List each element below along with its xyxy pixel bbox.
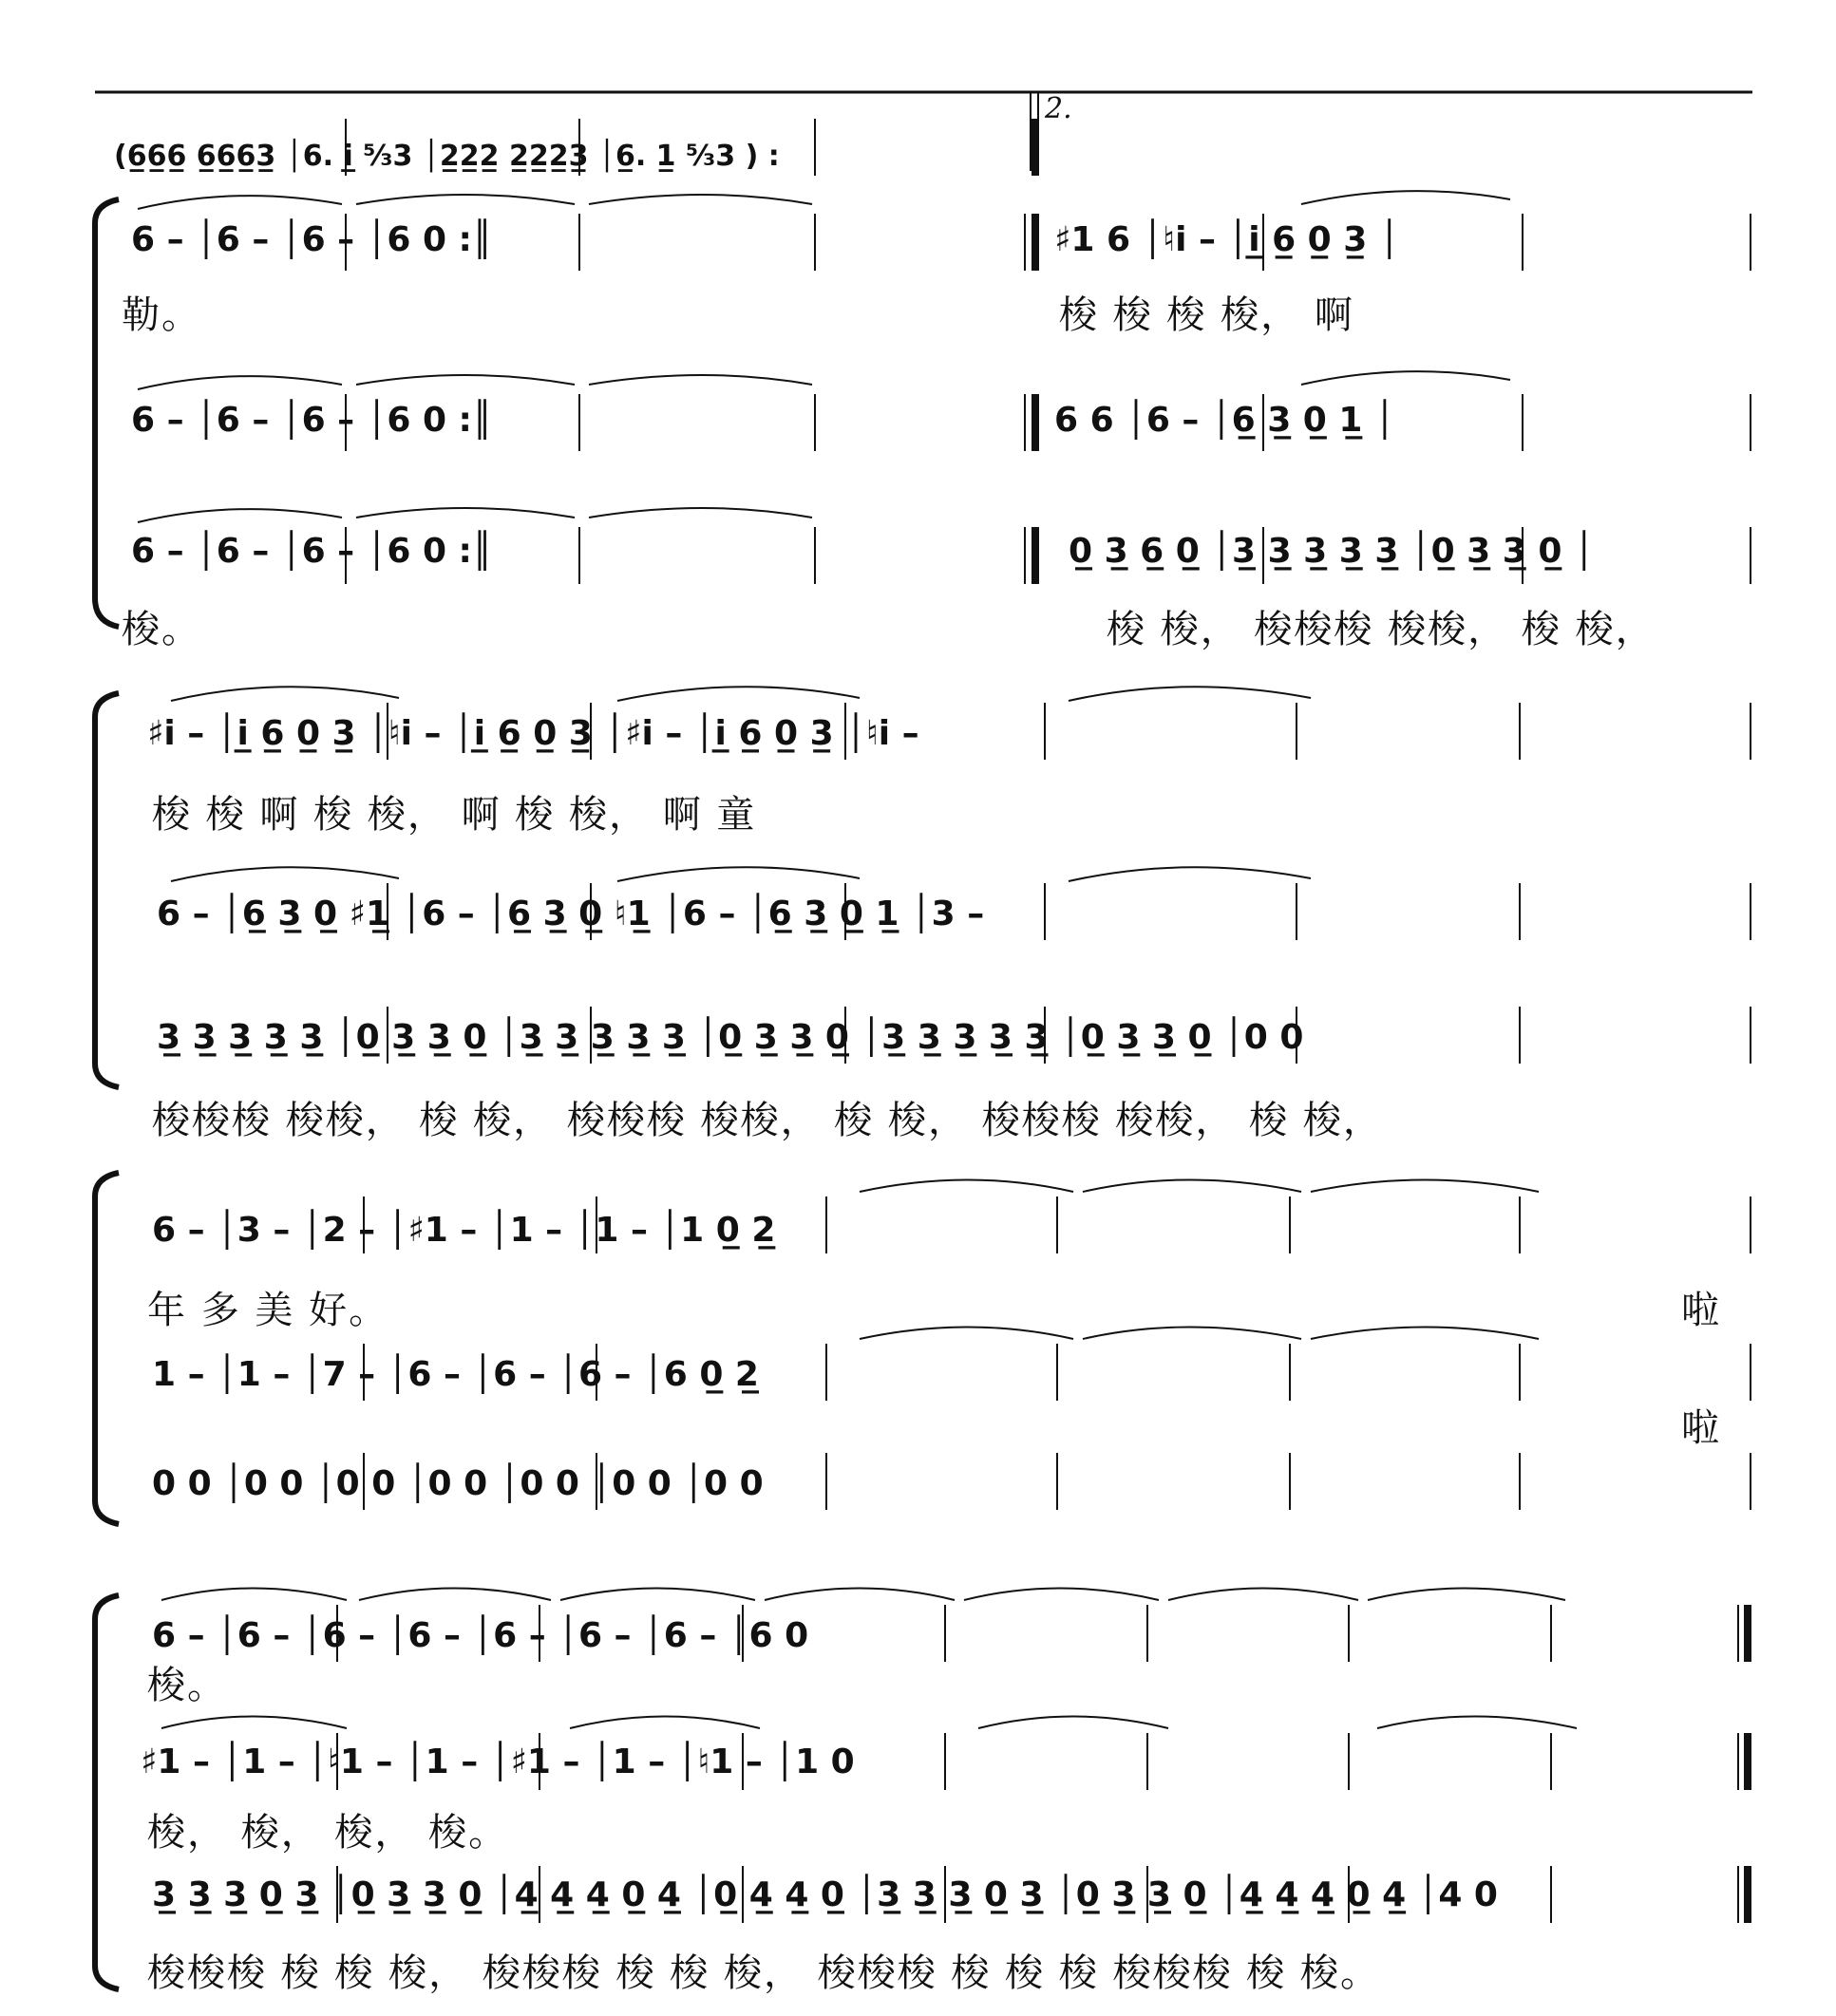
s1-part2-a: 6 – │6 – │6 – │6 0 :║: [131, 401, 493, 440]
s1-lyric3-b: 梭 梭， 梭梭梭 梭梭， 梭 梭，: [1107, 608, 1656, 651]
s4-lyric1: 梭。: [147, 1664, 227, 1707]
s2-lyric3: 梭梭梭 梭梭， 梭 梭， 梭梭梭 梭梭， 梭 梭， 梭梭梭 梭梭， 梭 梭，: [152, 1099, 1383, 1142]
s1-part1-b: ♯1 6 │♮i – │i̲ 6̲ 0̲ 3̲ │: [1054, 220, 1400, 259]
s1-lyric1-a: 勒。: [122, 293, 201, 337]
s2-part2: 6 – │6̲ 3̲ 0̲ ♯1̲ │6 – │6̲ 3̲ 0̲ ♮1̲ │6 – │6̲ 3̲ 0̲ 1̲ │3 –: [157, 895, 985, 933]
s1-lyric1-b: 梭 梭 梭 梭， 啊: [1059, 293, 1354, 337]
s1-part1-a: 6 – │6 – │6 – │6 0 :║: [131, 220, 493, 259]
s3-part2: 1 – │1 – │7 – │6 – │6 – │6 – │6 0̲ 2̲: [152, 1355, 759, 1394]
s4-part2: ♯1 – │1 – │♮1 – │1 – │♯1 – │1 – │♮1 – │1 0: [141, 1743, 855, 1781]
s3-lyric2-end: 啦: [1681, 1406, 1721, 1450]
s3-part3: 0 0 │0 0 │0 0 │0 0 │0 0 │0 0 │0 0: [152, 1464, 764, 1503]
s2-part1: ♯i – │i̲ 6̲ 0̲ 3̲ │♮i – │i̲ 6̲ 0̲ 3̲ │♯i – │i̲ 6̲ 0̲ 3̲ │♮i –: [147, 714, 919, 753]
volta-label: 2.: [1045, 92, 1072, 125]
s4-lyric2: 梭， 梭， 梭， 梭。: [147, 1811, 509, 1855]
s4-part3: 3̲ 3̲ 3̲ 0̲ 3̲ │0̲ 3̲ 3̲ 0̲ │4̲ 4̲ 4̲ 0̲ 4̲ │0̲ 4̲ 4̲ 0̲ │3̲ 3̲ 3̲ 0̲ 3̲ │0̲ 3̲ 3̲ 0̲ │4̲ 4̲ 4̲ 0̲ 4̲ │4 0: [152, 1875, 1498, 1914]
s1-part3-a: 6 – │6 – │6 – │6 0 :║: [131, 532, 493, 571]
s3-lyric1-end: 啦: [1681, 1289, 1721, 1332]
s1-lyric3-a: 梭。: [122, 608, 201, 651]
s1-part2-b: 6 6 │6 – │6̲ 3̲ 0̲ 1̲ │: [1054, 401, 1395, 440]
s1-part3-b: 0̲ 3̲ 6̲ 0̲ │3̲ 3̲ 3̲ 3̲ 3̲ │0̲ 3̲ 3̲ 0̲ │: [1069, 532, 1595, 571]
s4-lyric3: 梭梭梭 梭 梭 梭， 梭梭梭 梭 梭 梭， 梭梭梭 梭 梭 梭 梭梭梭 梭 梭。: [147, 1951, 1381, 1995]
intro-line: (6̲6̲6̲ 6̲6̲6̲3̲ │6. i̲ ⁵⁄₃3 │2̲2̲2̲ 2̲2̲2̲3̲ │6̲. 1̲ ⁵⁄₃3 ) :: [114, 140, 780, 173]
s3-part1: 6 – │3 – │2 – │♯1 – │1 – │1 – │1 0̲ 2̲: [152, 1211, 776, 1250]
s4-part1: 6 – │6 – │6 – │6 – │6 – │6 – │6 – │6 0: [152, 1616, 809, 1655]
s2-lyric1: 梭 梭 啊 梭 梭， 啊 梭 梭， 啊 童: [152, 793, 757, 837]
s2-part3: 3̲ 3̲ 3̲ 3̲ 3̲ │0̲ 3̲ 3̲ 0̲ │3̲ 3̲ 3̲ 3̲ 3̲ │0̲ 3̲ 3̲ 0̲ │3̲ 3̲ 3̲ 3̲ 3̲ │0̲ 3̲ 3̲ 0̲ │0 0: [157, 1018, 1304, 1057]
s3-lyric1: 年 多 美 好。: [147, 1289, 389, 1332]
